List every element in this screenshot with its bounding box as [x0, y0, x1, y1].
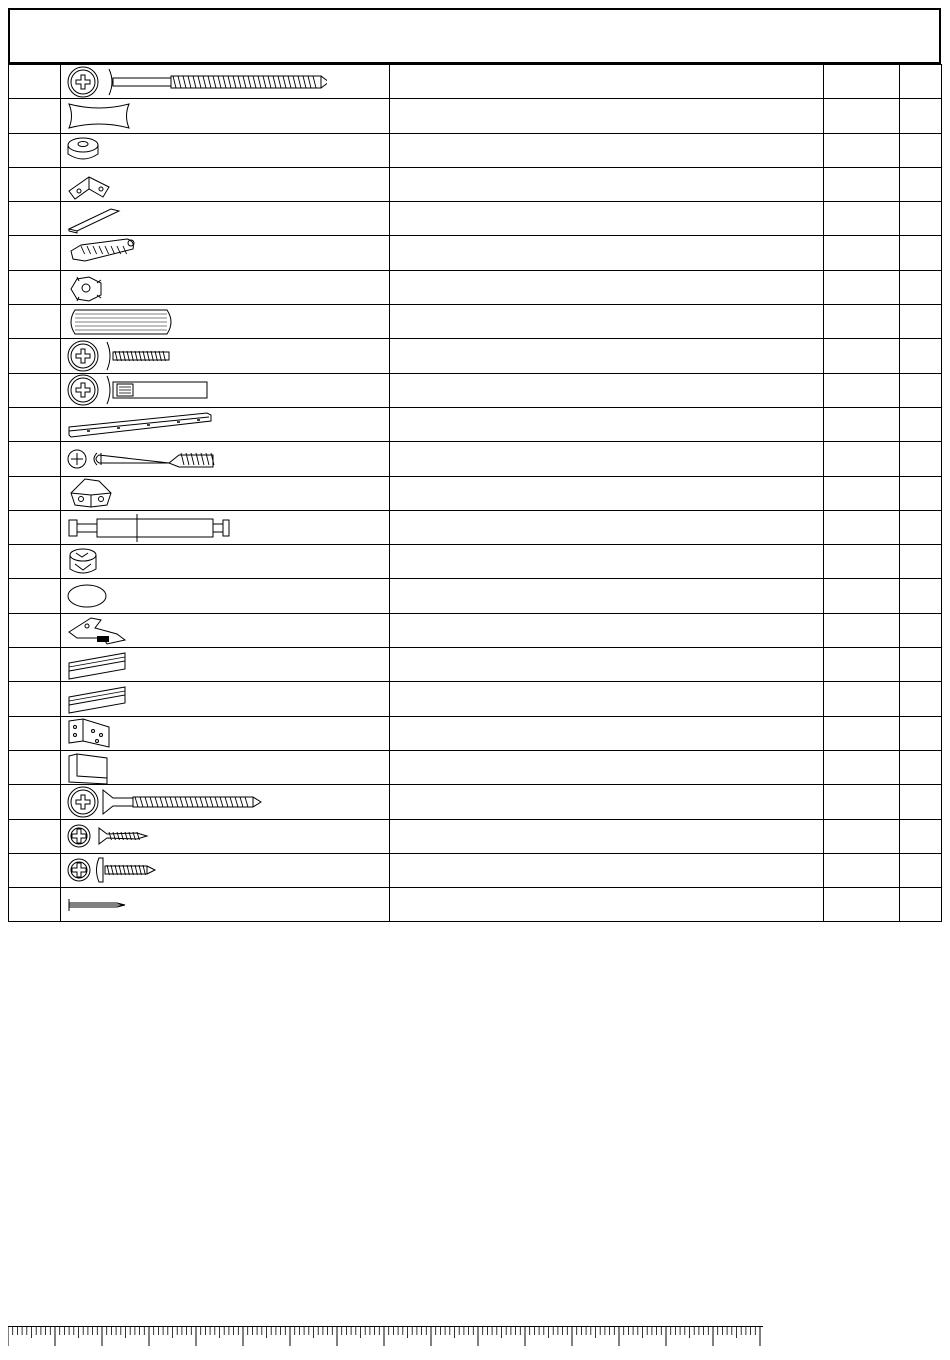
cam-lock-icon	[67, 546, 107, 578]
table-row	[9, 305, 942, 339]
round-foot-pad-icon	[67, 134, 107, 166]
part-description-cell	[390, 65, 824, 99]
part-image-cell	[61, 339, 390, 373]
part-quantity-cell	[824, 682, 900, 716]
part-number-cell	[9, 236, 61, 270]
part-quantity-cell	[824, 99, 900, 133]
part-description-cell	[390, 373, 824, 407]
part-quantity-cell	[824, 476, 900, 510]
part-image-cell	[61, 407, 390, 441]
part-description-cell	[390, 476, 824, 510]
table-row	[9, 270, 942, 304]
part-check-cell	[900, 785, 942, 819]
part-quantity-cell	[824, 716, 900, 750]
part-check-cell	[900, 510, 942, 544]
long-screw-icon	[67, 66, 327, 98]
part-description-cell	[390, 202, 824, 236]
small-countersunk-screw-icon	[67, 820, 157, 852]
table-row	[9, 853, 942, 887]
fitting-bag-icon	[67, 100, 137, 132]
part-check-cell	[900, 339, 942, 373]
table-row	[9, 888, 942, 922]
part-check-cell	[900, 373, 942, 407]
l-bracket-icon	[67, 752, 117, 784]
part-description-cell	[390, 716, 824, 750]
measurement-ruler	[8, 1326, 764, 1348]
part-check-cell	[900, 65, 942, 99]
part-quantity-cell	[824, 407, 900, 441]
part-image-cell	[61, 682, 390, 716]
part-image-cell	[61, 133, 390, 167]
table-row	[9, 545, 942, 579]
part-quantity-cell	[824, 613, 900, 647]
part-description-cell	[390, 270, 824, 304]
part-image-cell	[61, 476, 390, 510]
part-image-cell	[61, 613, 390, 647]
part-image-cell	[61, 305, 390, 339]
table-row	[9, 236, 942, 270]
part-quantity-cell	[824, 750, 900, 784]
part-number-cell	[9, 785, 61, 819]
table-row	[9, 613, 942, 647]
part-quantity-cell	[824, 65, 900, 99]
part-quantity-cell	[824, 339, 900, 373]
part-number-cell	[9, 270, 61, 304]
part-quantity-cell	[824, 270, 900, 304]
table-row	[9, 716, 942, 750]
part-quantity-cell	[824, 819, 900, 853]
rail-profile-icon	[67, 683, 132, 715]
drawer-slide-icon	[67, 409, 217, 441]
part-image-cell	[61, 716, 390, 750]
table-row	[9, 339, 942, 373]
part-quantity-cell	[824, 785, 900, 819]
part-check-cell	[900, 716, 942, 750]
tee-nut-icon	[67, 271, 112, 303]
connector-bolt-icon	[67, 374, 212, 406]
pan-head-screw-icon	[67, 854, 162, 886]
part-quantity-cell	[824, 167, 900, 201]
part-number-cell	[9, 476, 61, 510]
part-description-cell	[390, 167, 824, 201]
part-check-cell	[900, 305, 942, 339]
wall-plug-icon	[67, 237, 142, 269]
part-image-cell	[61, 442, 390, 476]
part-description-cell	[390, 785, 824, 819]
part-image-cell	[61, 648, 390, 682]
part-description-cell	[390, 888, 824, 922]
table-row	[9, 442, 942, 476]
table-row	[9, 819, 942, 853]
header-box	[8, 8, 941, 64]
part-quantity-cell	[824, 648, 900, 682]
part-check-cell	[900, 579, 942, 613]
nail-icon	[67, 889, 132, 921]
table-row	[9, 682, 942, 716]
part-check-cell	[900, 853, 942, 887]
part-check-cell	[900, 545, 942, 579]
part-check-cell	[900, 648, 942, 682]
part-check-cell	[900, 442, 942, 476]
part-image-cell	[61, 236, 390, 270]
part-check-cell	[900, 819, 942, 853]
part-number-cell	[9, 305, 61, 339]
shelf-connector-icon	[67, 512, 232, 544]
table-row	[9, 407, 942, 441]
table-row	[9, 579, 942, 613]
part-quantity-cell	[824, 133, 900, 167]
parts-table	[8, 64, 942, 922]
part-check-cell	[900, 133, 942, 167]
part-number-cell	[9, 133, 61, 167]
part-description-cell	[390, 339, 824, 373]
part-image-cell	[61, 888, 390, 922]
part-description-cell	[390, 819, 824, 853]
angle-bracket-icon	[67, 169, 117, 201]
table-row	[9, 750, 942, 784]
part-image-cell	[61, 270, 390, 304]
part-check-cell	[900, 476, 942, 510]
part-number-cell	[9, 545, 61, 579]
part-description-cell	[390, 442, 824, 476]
part-image-cell	[61, 750, 390, 784]
part-description-cell	[390, 613, 824, 647]
table-row	[9, 373, 942, 407]
rail-profile-icon	[67, 649, 132, 681]
short-screw-icon	[67, 340, 177, 372]
table-row	[9, 202, 942, 236]
part-image-cell	[61, 579, 390, 613]
wooden-dowel-icon	[67, 306, 177, 338]
part-description-cell	[390, 236, 824, 270]
part-number-cell	[9, 373, 61, 407]
part-description-cell	[390, 648, 824, 682]
corner-block-icon	[67, 477, 117, 509]
part-description-cell	[390, 99, 824, 133]
part-quantity-cell	[824, 545, 900, 579]
part-check-cell	[900, 613, 942, 647]
part-quantity-cell	[824, 888, 900, 922]
table-row	[9, 99, 942, 133]
part-number-cell	[9, 853, 61, 887]
part-check-cell	[900, 99, 942, 133]
part-number-cell	[9, 579, 61, 613]
part-number-cell	[9, 716, 61, 750]
table-row	[9, 785, 942, 819]
part-number-cell	[9, 682, 61, 716]
part-number-cell	[9, 167, 61, 201]
table-row	[9, 510, 942, 544]
part-image-cell	[61, 853, 390, 887]
table-row	[9, 167, 942, 201]
table-row	[9, 133, 942, 167]
part-check-cell	[900, 682, 942, 716]
part-check-cell	[900, 236, 942, 270]
perforated-bracket-icon	[67, 717, 117, 749]
part-number-cell	[9, 407, 61, 441]
part-number-cell	[9, 648, 61, 682]
part-quantity-cell	[824, 853, 900, 887]
part-image-cell	[61, 510, 390, 544]
part-number-cell	[9, 510, 61, 544]
flat-strip-icon	[67, 203, 127, 235]
part-description-cell	[390, 510, 824, 544]
part-quantity-cell	[824, 373, 900, 407]
countersunk-screw-icon	[67, 786, 267, 818]
part-check-cell	[900, 750, 942, 784]
part-number-cell	[9, 202, 61, 236]
part-check-cell	[900, 407, 942, 441]
part-quantity-cell	[824, 236, 900, 270]
part-image-cell	[61, 785, 390, 819]
cover-cap-icon	[67, 580, 112, 612]
part-image-cell	[61, 99, 390, 133]
part-check-cell	[900, 888, 942, 922]
part-description-cell	[390, 133, 824, 167]
part-description-cell	[390, 305, 824, 339]
part-description-cell	[390, 682, 824, 716]
part-image-cell	[61, 373, 390, 407]
part-description-cell	[390, 750, 824, 784]
part-quantity-cell	[824, 442, 900, 476]
part-description-cell	[390, 853, 824, 887]
part-quantity-cell	[824, 202, 900, 236]
part-number-cell	[9, 339, 61, 373]
part-number-cell	[9, 819, 61, 853]
part-description-cell	[390, 545, 824, 579]
part-number-cell	[9, 888, 61, 922]
part-quantity-cell	[824, 510, 900, 544]
part-image-cell	[61, 202, 390, 236]
part-quantity-cell	[824, 579, 900, 613]
part-description-cell	[390, 407, 824, 441]
part-check-cell	[900, 167, 942, 201]
hinge-icon	[67, 614, 137, 646]
table-row	[9, 65, 942, 99]
part-number-cell	[9, 442, 61, 476]
part-image-cell	[61, 65, 390, 99]
table-row	[9, 476, 942, 510]
part-number-cell	[9, 65, 61, 99]
part-image-cell	[61, 819, 390, 853]
cam-bolt-icon	[67, 443, 217, 475]
part-image-cell	[61, 545, 390, 579]
part-quantity-cell	[824, 305, 900, 339]
part-image-cell	[61, 167, 390, 201]
part-number-cell	[9, 99, 61, 133]
part-check-cell	[900, 270, 942, 304]
table-row	[9, 648, 942, 682]
part-number-cell	[9, 750, 61, 784]
part-check-cell	[900, 202, 942, 236]
part-description-cell	[390, 579, 824, 613]
part-number-cell	[9, 613, 61, 647]
